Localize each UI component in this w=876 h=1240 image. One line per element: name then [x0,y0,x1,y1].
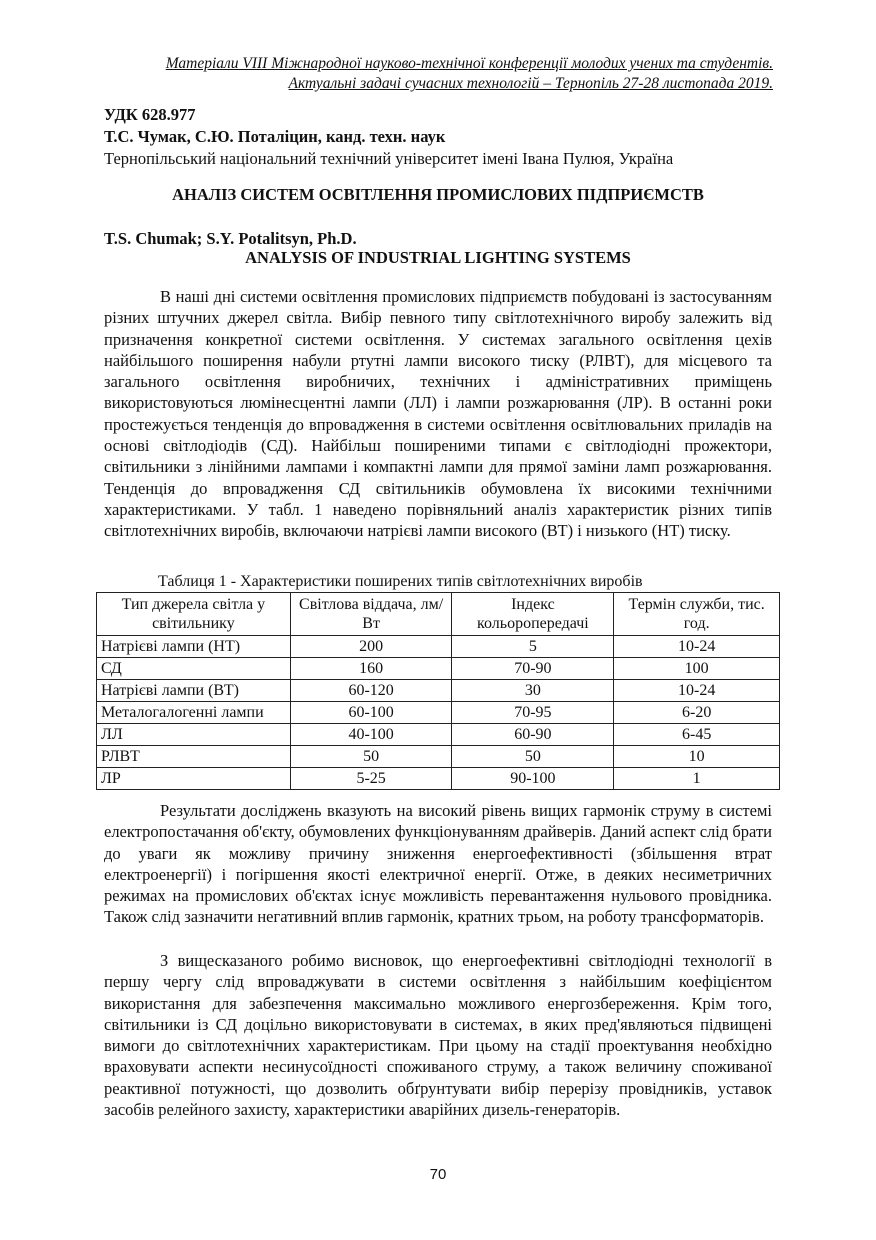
authors-english: T.S. Chumak; S.Y. Potalitsyn, Ph.D. [104,229,357,248]
table-cell: 60-100 [290,702,452,724]
table-cell: 10-24 [614,680,780,702]
table-row [97,680,780,702]
table-cell: Натрієві лампи (НТ) [97,636,291,658]
table-cell: 70-90 [452,658,614,680]
table-cell: СД [97,658,291,680]
table-cell: 10-24 [614,636,780,658]
table-cell: 40-100 [290,724,452,746]
header-source-type: Тип джерела світла у світильнику [97,593,291,636]
authors-ukrainian: Т.С. Чумак, С.Ю. Поталіцин, канд. техн. наук [104,127,446,146]
table-body [97,636,780,790]
table-cell: 50 [452,746,614,768]
table-cell: 30 [452,680,614,702]
udk-code: УДК 628.977 [104,105,196,124]
body-paragraph-1: В наші дні системи освітлення промислових підприємств побудовані із застосуванням різних штучних джерел світла. Вибір певного типу світлотехнічного виробу залежить від призначення конкретної системи освітлення. У системах загального освітлення цехів найбільшого поширення набули ртутні лампи високого тиску (РЛВТ), для місцевого та загального освітлення виробничих, технічних і адміністративних приміщень використовуються люмінесцентні лампи (ЛЛ) і лампи розжарювання (ЛР). В останні роки простежується тенденція до впровадження в системи освітлення освітлювальних приладів на основі світлодіодів (СД). Найбільш поширеними типами є світлодіодні прожектори, світильники з лінійними лампами і компактні лампи для прямої заміни ламп розжарювання. Тенденція до впровадження СД світильників обумовлена їх високими технічними характеристиками. У табл. 1 наведено порівняльний аналіз характеристик різних типів світлотехнічних виробів, включаючи натрієві лампи високого (ВТ) і низького (НТ) тиску. [104,287,772,541]
table-cell: 5-25 [290,768,452,790]
affiliation: Тернопільський національний технічний університет імені Івана Пулюя, Україна [104,149,674,168]
table-row [97,702,780,724]
header-luminous-efficacy: Світлова віддача, лм/Вт [290,593,452,636]
table-cell: 1 [614,768,780,790]
table-cell: ЛР [97,768,291,790]
table-cell: 70-95 [452,702,614,724]
header-service-life: Термін служби, тис. год. [614,593,780,636]
table-cell: 6-20 [614,702,780,724]
table-cell: РЛВТ [97,746,291,768]
lighting-characteristics-table [96,592,780,790]
table-cell: 60-120 [290,680,452,702]
table-header-row [97,593,780,636]
page-number: 70 [429,1166,447,1183]
table-cell: 50 [290,746,452,768]
table-cell: 160 [290,658,452,680]
table-cell: 200 [290,636,452,658]
table-row [97,658,780,680]
table-row [97,746,780,768]
table-cell: ЛЛ [97,724,291,746]
table-cell: Натрієві лампи (ВТ) [97,680,291,702]
paper-title-ukrainian: АНАЛІЗ СИСТЕМ ОСВІТЛЕННЯ ПРОМИСЛОВИХ ПІДПРИЄМСТВ [172,185,704,204]
table-row [97,636,780,658]
table-row [97,724,780,746]
paper-title-english: ANALYSIS OF INDUSTRIAL LIGHTING SYSTEMS [245,248,631,267]
body-paragraph-2: Результати досліджень вказують на високий рівень вищих гармонік струму в системі електропостачання об'єкту, обумовлених функціонуванням драйверів. Даний аспект слід брати до уваги як можливу причину зниження енергоефективності (збільшення втрат електроенергії) і погіршення якості електричної енергії. Отже, в деяких несиметричних режимах на промислових об'єктах існує можливість перевантаження нульового провідника. Також слід зазначити негативний вплив гармонік, кратних трьом, на роботу трансформаторів. [104,801,772,927]
conference-header-line-1: Матеріали VIII Міжнародної науково-технічної конференції молодих учених та студентів. [165,55,773,72]
table-cell: 6-45 [614,724,780,746]
table-cell: 5 [452,636,614,658]
table-cell: 90-100 [452,768,614,790]
header-color-rendering-index: Індекс кольоропередачі [452,593,614,636]
table-caption: Таблиця 1 - Характеристики поширених типів світлотехнічних виробів [158,573,643,590]
table-cell: Металогалогенні лампи [97,702,291,724]
table-cell: 60-90 [452,724,614,746]
conference-header-line-2: Актуальні задачі сучасних технологій – Тернопіль 27-28 листопада 2019. [288,75,773,92]
body-paragraph-3: З вищесказаного робимо висновок, що енергоефективні світлодіодні технології в першу чергу слід впроваджувати в системи освітлення з найбільшим коефіцієнтом використання для забезпечення максимально можливого енергозбереження. Крім того, світильники із СД доцільно використовувати в системах, в яких пред'являються підвищені вимоги до світлотехнічних характеристикам. При цьому на стадії проектування необхідно враховувати аспекти несинусоїдності споживаного струму, а також величину споживаної реактивної потужності, що дозволить обґрунтувати вибір перерізу провідників, уставок засобів релейного захисту, характеристики аварійних дизель-генераторів. [104,951,772,1120]
table-cell: 10 [614,746,780,768]
table-row [97,768,780,790]
table-cell: 100 [614,658,780,680]
